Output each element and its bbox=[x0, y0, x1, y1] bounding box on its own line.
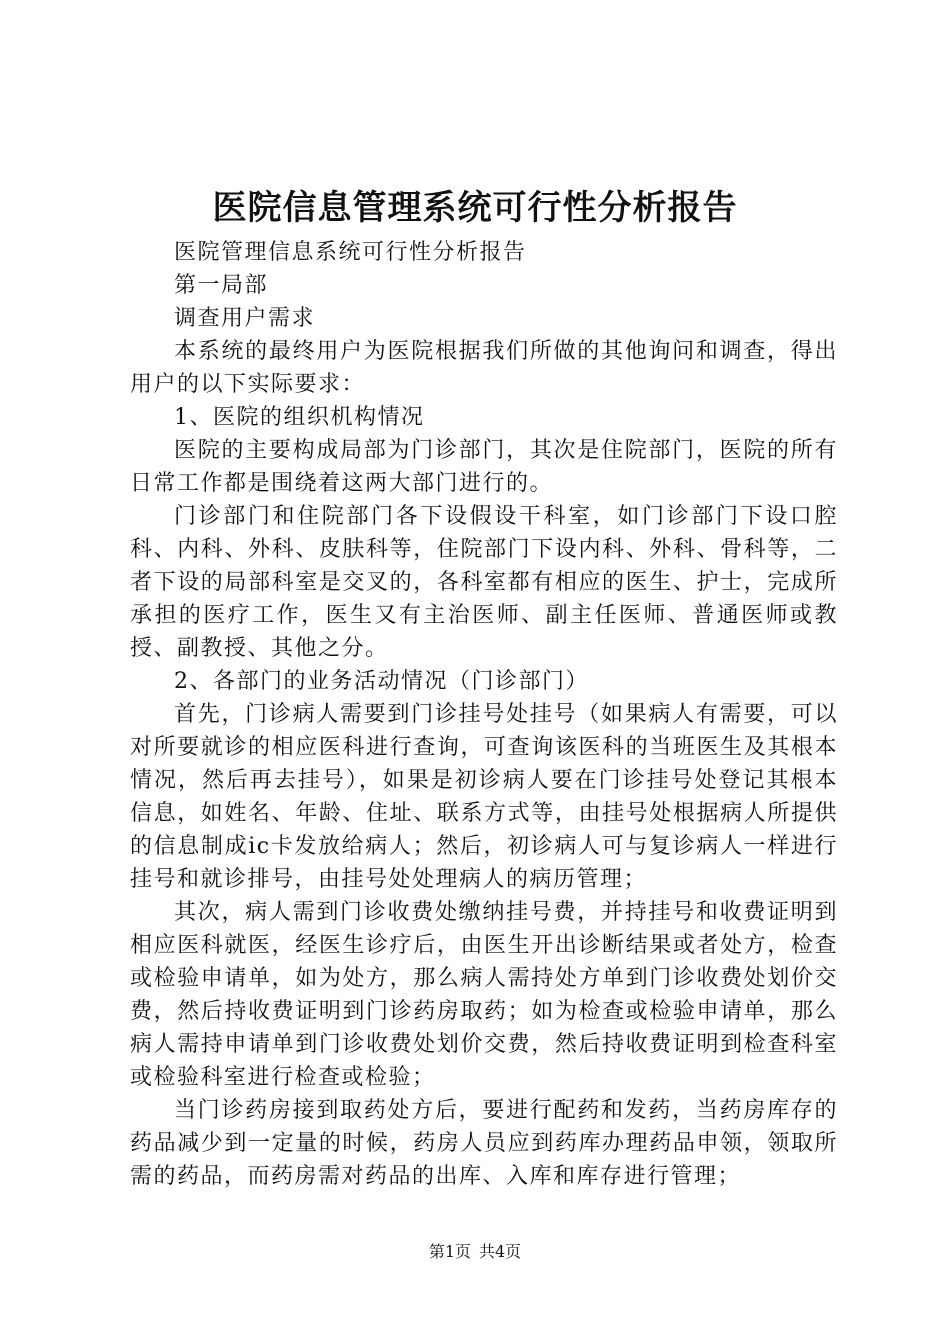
page-number: 第1页 bbox=[428, 1242, 471, 1261]
paragraph: 当门诊药房接到取药处方后，要进行配药和发药，当药房库存的药品减少到一定量的时候，药房人员应到药库办理药品申领，领取所需的药品，而药房需对药品的出库、入库和库存进行管理； bbox=[130, 1098, 838, 1189]
paragraph: 2、各部门的业务活动情况（门诊部门） bbox=[174, 669, 589, 694]
paragraph: 门诊部门和住院部门各下设假设干科室，如门诊部门下设口腔科、内科、外科、皮肤科等，住院部门下设内科、外科、骨科等，二者下设的局部科室是交叉的，各科室都有相应的医生、护士，完成所承担的医疗工作，医生又有主治医师、副主任医师、普通医师或教授、副教授、其他之分。 bbox=[130, 504, 838, 661]
paragraph: 第一局部 bbox=[174, 273, 269, 298]
page-total: 共4页 bbox=[479, 1242, 522, 1261]
page-footer bbox=[0, 1240, 950, 1264]
document-body bbox=[130, 236, 838, 1193]
document-title: 医院信息管理系统可行性分析报告 bbox=[212, 188, 738, 228]
paragraph: 其次，病人需到门诊收费处缴纳挂号费，并持挂号和收费证明到相应医科就医，经医生诊疗后，由医生开出诊断结果或者处方，检查或检验申请单，如为处方，那么病人需持处方单到门诊收费处划价交费，然后持收费证明到门诊药房取药；如为检查或检验申请单，那么病人需持申请单到门诊收费处划价交费，然后持收费证明到检查科室或检验科室进行检查或检验； bbox=[130, 900, 838, 1090]
paragraph: 调查用户需求 bbox=[174, 306, 316, 331]
paragraph: 医院管理信息系统可行性分析报告 bbox=[174, 240, 527, 265]
paragraph: 本系统的最终用户为医院根据我们所做的其他询问和调查，得出用户的以下实际要求： bbox=[130, 339, 838, 397]
paragraph: 首先，门诊病人需要到门诊挂号处挂号（如果病人有需要，可以对所要就诊的相应医科进行查询，可查询该医科的当班医生及其根本情况，然后再去挂号），如果是初诊病人要在门诊挂号处登记其根本信息，如姓名、年龄、住址、联系方式等，由挂号处根据病人所提供的信息制成ic卡发放给病人；然后，初诊病人可与复诊病人一样进行挂号和就诊排号，由挂号处处理病人的病历管理； bbox=[130, 702, 838, 892]
paragraph: 医院的主要构成局部为门诊部门，其次是住院部门，医院的所有日常工作都是围绕着这两大部门进行的。 bbox=[130, 438, 838, 496]
paragraph: 1、医院的组织机构情况 bbox=[174, 405, 425, 430]
